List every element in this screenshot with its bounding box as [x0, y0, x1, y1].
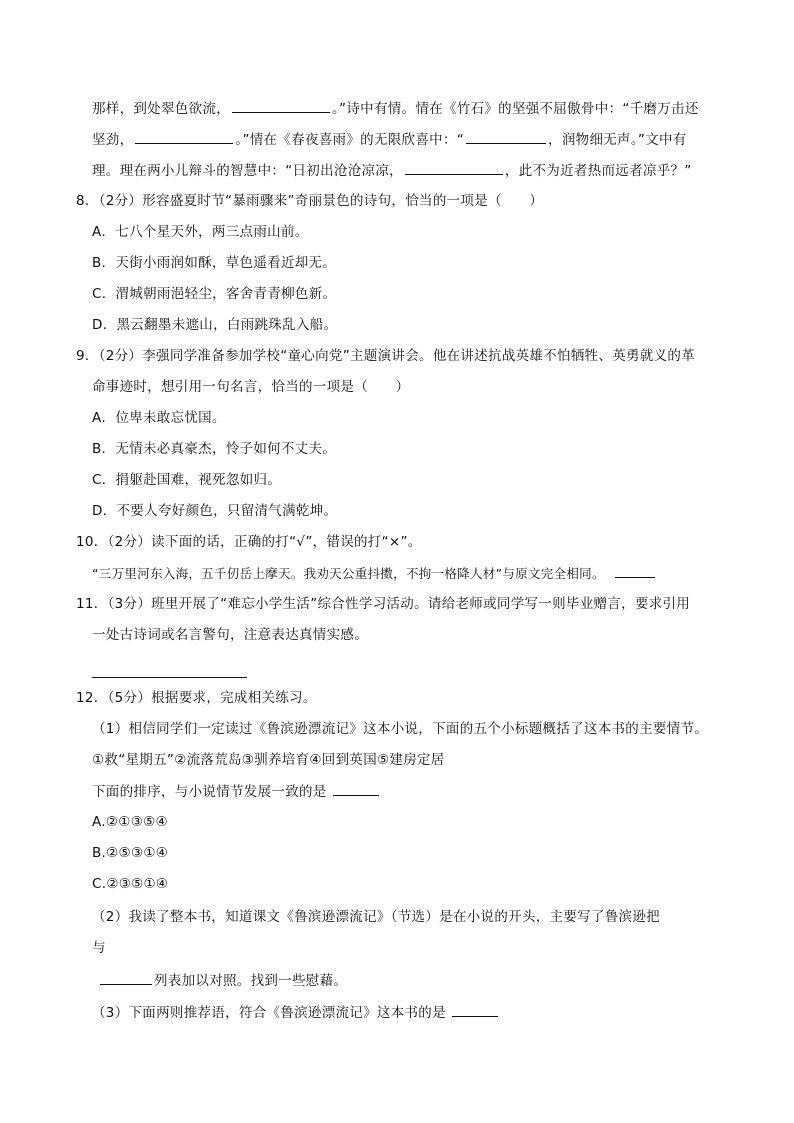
answer-blank[interactable] — [135, 129, 233, 144]
question-9-option-d[interactable]: D．不要人夸好颜色，只留清气满乾坤。 — [92, 503, 338, 519]
question-12-part-2-line-3: 列表加以对照。找到一些慰藉。 — [100, 970, 347, 991]
question-12-part-1-option-a[interactable]: A.②①③⑤④ — [92, 814, 168, 830]
question-12-part-1-option-b[interactable]: B.②⑤③①④ — [92, 845, 169, 861]
question-9-stem-line-2: 命事迹时，想引用一句名言，恰当的一项是（ ） — [92, 379, 410, 395]
question-9-option-a[interactable]: A．位卑未敢忘忧国。 — [92, 410, 226, 426]
question-12-part-2-line-1: （2）我读了整本书，知道课文《鲁滨逊漂流记》（节选）是在小说的开头，主要写了鲁滨逊把 — [92, 909, 660, 925]
question-12-part-1-option-c[interactable]: C.②③⑤①④ — [92, 876, 169, 892]
answer-blank[interactable] — [100, 970, 152, 985]
question-11-stem-line-1: 11．（3分）班里开展了“难忘小学生活”综合性学习活动。请给老师或同学写一则毕业赠言，要求引用 — [76, 596, 691, 612]
answer-blank[interactable] — [333, 781, 379, 796]
question-11-stem-line-2: 一处古诗词或名言警句，注意表达真情实感。 — [92, 627, 368, 643]
answer-blank[interactable] — [466, 129, 546, 144]
question-9-option-b[interactable]: B．无情未必真豪杰，怜子如何不丈夫。 — [92, 441, 337, 457]
question-8-option-a[interactable]: A．七八个星天外，两三点雨山前。 — [92, 224, 309, 240]
question-12-part-2-line-2: 与 — [92, 940, 106, 956]
answer-line[interactable] — [92, 677, 247, 678]
question-8-option-b[interactable]: B．天街小雨润如酥，草色遥看近却无。 — [92, 255, 337, 271]
question-12-part-3-prompt: （3）下面两则推荐语，符合《鲁滨逊漂流记》这本书的是 — [92, 1002, 500, 1023]
answer-blank[interactable] — [405, 160, 503, 175]
intro-line-2: 坚劲， 。”情在《春夜喜雨》的无限欣喜中：“ ，润物细无声。”文中有 — [92, 129, 687, 150]
question-12-stem: 12．（5分）根据要求，完成相关练习。 — [76, 690, 317, 706]
answer-blank[interactable] — [615, 563, 655, 578]
question-10-stem: 10．（2分）读下面的话，正确的打“√”，错误的打“×”。 — [76, 534, 422, 550]
intro-line-3: 理。理在两小儿辩斗的智慧中：“日初出沧沧凉凉， ，此不为近者热而远者凉乎？” — [92, 160, 692, 181]
question-12-part-1-titles: ①救“星期五”②流落荒岛③驯养培育④回到英国⑤建房定居 — [92, 752, 445, 768]
question-12-part-1-line-1: （1）相信同学们一定读过《鲁滨逊漂流记》这本小说，下面的五个小标题概括了这本书的主要情节。 — [92, 721, 709, 737]
answer-blank[interactable] — [232, 98, 330, 113]
question-9-stem-line-1: 9．（2分）李强同学准备参加学校“童心向党”主题演讲会。他在讲述抗战英雄不怕牺牲、英勇就义的革 — [76, 348, 696, 364]
question-8-stem: 8．（2分）形容盛夏时节“暴雨骤来”奇丽景色的诗句，恰当的一项是（ ） — [76, 193, 544, 209]
question-8-option-c[interactable]: C．渭城朝雨浥轻尘，客舍青青柳色新。 — [92, 286, 337, 302]
answer-blank[interactable] — [452, 1002, 498, 1017]
question-8-option-d[interactable]: D．黑云翻墨未遮山，白雨跳珠乱入船。 — [92, 317, 338, 333]
question-12-part-1-prompt: 下面的排序，与小说情节发展一致的是 — [92, 781, 381, 802]
question-10-sentence: “三万里河东入海，五千仞岳上摩天。我劝天公重抖擞，不拘一格降人材”与原文完全相同。 — [92, 563, 657, 584]
question-9-option-c[interactable]: C．捐躯赴国难，视死忽如归。 — [92, 472, 282, 488]
intro-line-1: 那样，到处翠色欲流， 。”诗中有情。情在《竹石》的坚强不屈傲骨中：“千磨万击还 — [92, 98, 699, 119]
